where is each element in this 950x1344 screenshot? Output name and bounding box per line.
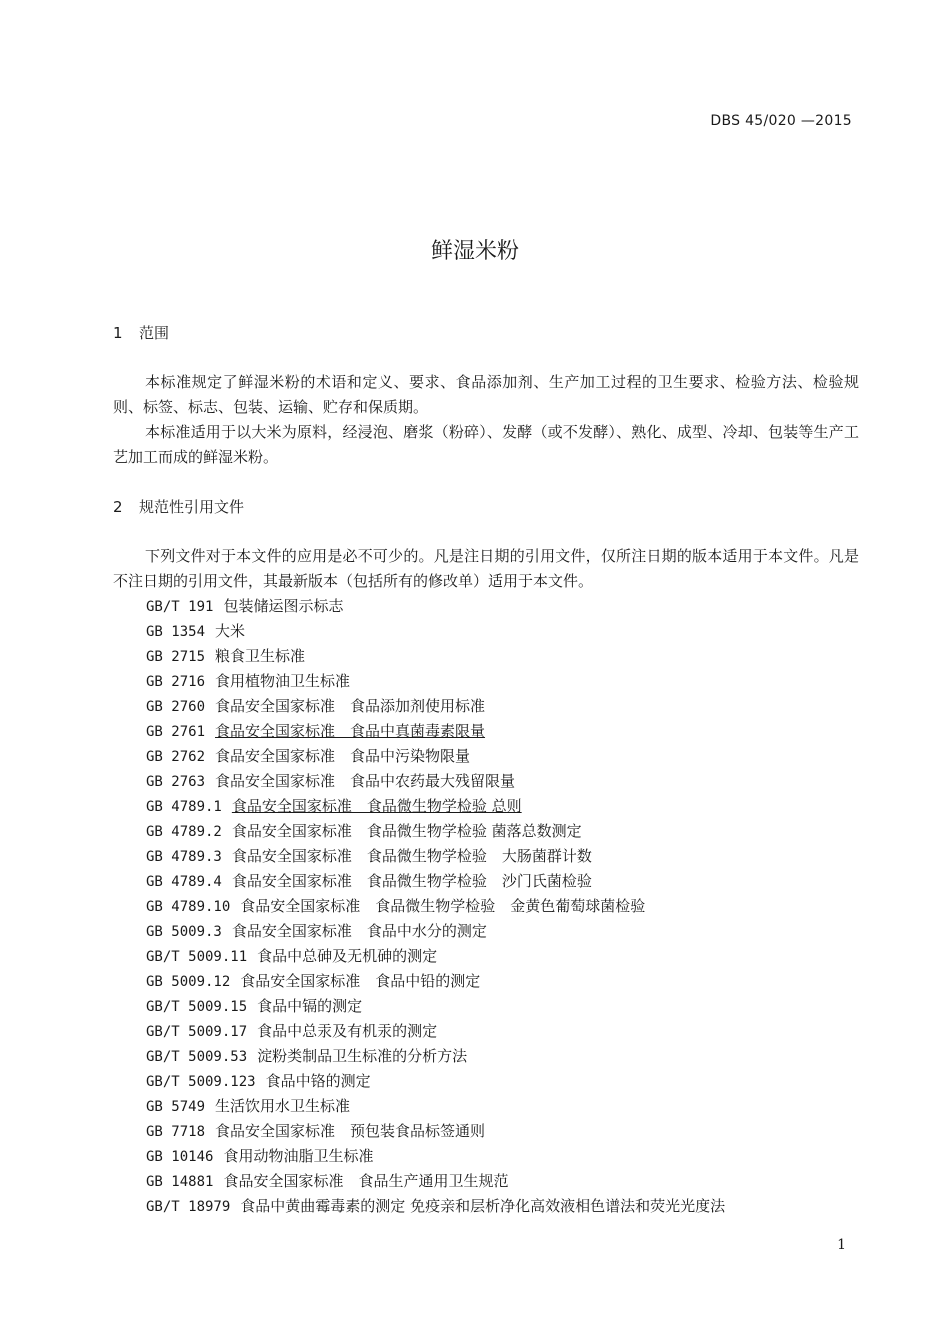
ref-name: 食品安全国家标准 食品微生物学检验 大肠菌群计数: [231, 847, 592, 865]
paragraph: 本标准适用于以大米为原料，经浸泡、磨浆（粉碎）、发酵（或不发酵）、熟化、成型、冷却、包装等生产工艺加工而成的鲜湿米粉。: [113, 423, 859, 466]
ref-code: GB 5009.12: [146, 974, 231, 990]
ref-code: GB 5749: [146, 1099, 206, 1115]
list-item: [146, 1069, 725, 1094]
ref-name: 食用动物油脂卫生标准: [223, 1147, 374, 1165]
ref-name: 食品安全国家标准 食品中污染物限量: [215, 747, 471, 765]
list-item: [146, 1094, 725, 1119]
section-title: 规范性引用文件: [139, 498, 245, 516]
ref-name: 食品安全国家标准 食品中水分的测定: [231, 922, 487, 940]
ref-code: GB 4789.4: [146, 874, 222, 890]
ref-code: GB/T 5009.15: [146, 999, 248, 1015]
list-item: [146, 1194, 725, 1219]
ref-code: GB 2760: [146, 699, 206, 715]
ref-name: 食品安全国家标准 预包装食品标签通则: [215, 1122, 486, 1140]
list-item: [146, 769, 725, 794]
list-item: [146, 1044, 725, 1069]
reference-list: [146, 594, 725, 1219]
list-item: [146, 969, 725, 994]
ref-name: 食品中铬的测定: [265, 1072, 371, 1090]
section-1-heading: [113, 322, 169, 343]
ref-code: GB 2762: [146, 749, 206, 765]
ref-name: 生活饮用水卫生标准: [215, 1097, 351, 1115]
ref-name: 食品安全国家标准 食品生产通用卫生规范: [223, 1172, 509, 1190]
ref-name: 包装储运图示标志: [223, 597, 344, 615]
ref-code: GB/T 5009.53: [146, 1049, 248, 1065]
ref-code: GB 4789.2: [146, 824, 222, 840]
list-item: [146, 944, 725, 969]
list-item: [146, 744, 725, 769]
ref-name: 淀粉类制品卫生标准的分析方法: [257, 1047, 468, 1065]
ref-name: 粮食卫生标准: [215, 647, 306, 665]
ref-code: GB 4789.10: [146, 899, 231, 915]
page-number: 1: [837, 1237, 846, 1253]
list-item: [146, 994, 725, 1019]
ref-code: GB/T 18979: [146, 1199, 231, 1215]
ref-name: 食品安全国家标准 食品微生物学检验 金黄色葡萄球菌检验: [240, 897, 646, 915]
list-item: [146, 1019, 725, 1044]
list-item: [146, 919, 725, 944]
section-number: 1: [113, 324, 123, 342]
ref-code: GB 2761: [146, 724, 206, 740]
ref-name: 食品中黄曲霉毒素的测定 免疫亲和层析净化高效液相色谱法和荧光光度法: [240, 1197, 726, 1215]
list-item: [146, 1144, 725, 1169]
ref-name: 食品中镉的测定: [257, 997, 363, 1015]
section-number: 2: [113, 498, 123, 516]
list-item: [146, 869, 725, 894]
paragraph: 下列文件对于本文件的应用是必不可少的。凡是注日期的引用文件，仅所注日期的版本适用于本文件。凡是不注日期的引用文件，其最新版本（包括所有的修改单）适用于本文件。: [113, 547, 859, 590]
list-item: [146, 794, 725, 819]
list-item: [146, 619, 725, 644]
ref-name: 食品安全国家标准 食品中铅的测定: [240, 972, 481, 990]
list-item: [146, 894, 725, 919]
ref-name: 食品安全国家标准 食品微生物学检验 菌落总数测定: [231, 822, 582, 840]
ref-code: GB 7718: [146, 1124, 206, 1140]
ref-name: 食用植物油卫生标准: [215, 672, 351, 690]
ref-code: GB 5009.3: [146, 924, 222, 940]
ref-name: 食品安全国家标准 食品微生物学检验 沙门氏菌检验: [231, 872, 592, 890]
ref-name: 食品安全国家标准 食品中农药最大残留限量: [215, 772, 516, 790]
ref-code: GB/T 191: [146, 599, 214, 615]
ref-name: 食品安全国家标准 食品添加剂使用标准: [215, 697, 486, 715]
ref-code: GB 2763: [146, 774, 206, 790]
list-item: [146, 844, 725, 869]
list-item: [146, 644, 725, 669]
ref-code: GB 10146: [146, 1149, 214, 1165]
ref-code: GB 2715: [146, 649, 206, 665]
list-item: [146, 1119, 725, 1144]
ref-code: GB 4789.3: [146, 849, 222, 865]
ref-code: GB/T 5009.123: [146, 1074, 256, 1090]
ref-name: 食品中总汞及有机汞的测定: [257, 1022, 438, 1040]
ref-name: 大米: [215, 622, 246, 640]
ref-name: 食品中总砷及无机砷的测定: [257, 947, 438, 965]
list-item: [146, 694, 725, 719]
list-item: [146, 819, 725, 844]
ref-code: GB 4789.1: [146, 799, 222, 815]
list-item: [146, 594, 725, 619]
ref-code: GB 2716: [146, 674, 206, 690]
list-item: [146, 669, 725, 694]
ref-name: 食品安全国家标准 食品中真菌毒素限量: [215, 722, 486, 740]
list-item: [146, 719, 725, 744]
document-title: 鲜湿米粉: [430, 239, 519, 264]
list-item: [146, 1169, 725, 1194]
ref-code: GB 14881: [146, 1174, 214, 1190]
document-code: DBS 45/020 —2015: [710, 113, 852, 129]
ref-code: GB/T 5009.17: [146, 1024, 248, 1040]
section-2-heading: [113, 496, 244, 517]
ref-code: GB 1354: [146, 624, 206, 640]
section-title: 范围: [139, 324, 170, 342]
ref-code: GB/T 5009.11: [146, 949, 248, 965]
paragraph: 本标准规定了鲜湿米粉的术语和定义、要求、食品添加剂、生产加工过程的卫生要求、检验方法、检验规则、标签、标志、包装、运输、贮存和保质期。: [113, 373, 859, 416]
ref-name: 食品安全国家标准 食品微生物学检验 总则: [231, 797, 522, 815]
